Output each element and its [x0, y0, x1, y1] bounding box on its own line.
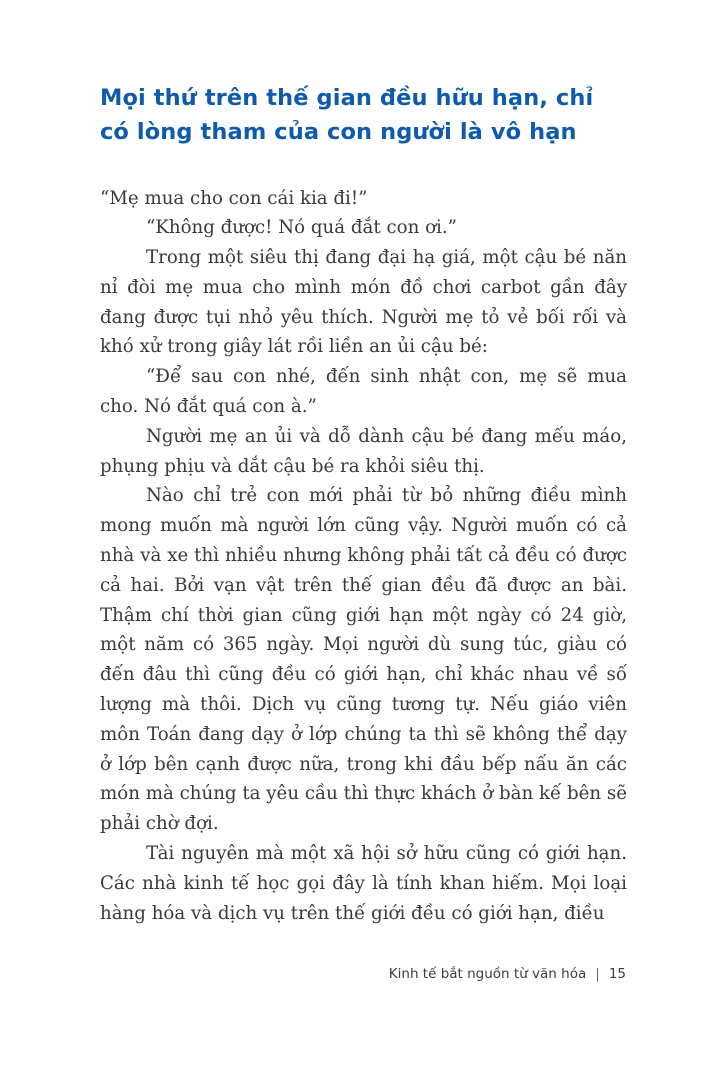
paragraph: “Để sau con nhé, đến sinh nhật con, mẹ sẽ mua cho. Nó đắt quá con à.” — [100, 366, 627, 418]
paragraph: Người mẹ an ủi và dỗ dành cậu bé đang mếu máo, phụng phịu và dắt cậu bé ra khỏi siêu thị. — [100, 425, 627, 477]
paragraph: Trong một siêu thị đang đại hạ giá, một cậu bé năn nỉ đòi mẹ mua cho mình món đồ chơi carbot gần đây đang được tụi nhỏ yêu thích. Người mẹ tỏ vẻ bối rối và khó xử trong giây lát rồi liền an ủi cậu bé: — [100, 247, 627, 358]
paragraph: Tài nguyên mà một xã hội sở hữu cũng có giới hạn. Các nhà kinh tế học gọi đây là tính khan hiếm. Mọi loại hàng hóa và dịch vụ trên thế giới đều có giới hạn, điều — [100, 843, 627, 924]
footer-separator: | — [595, 966, 600, 982]
body-text — [100, 184, 627, 929]
paragraph: “Không được! Nó quá đắt con ơi.” — [146, 217, 457, 239]
page-footer — [389, 966, 626, 982]
page-number: 15 — [608, 966, 626, 982]
paragraph: Nào chỉ trẻ con mới phải từ bỏ những điều mình mong muốn mà người lớn cũng vậy. Người muốn có cả nhà và xe thì nhiều nhưng không phải tất cả đều có được cả hai. Bởi vạn vật trên thế gian đều đã được an bài. Thậm chí thời gian cũng giới hạn một ngày có 24 giờ, một năm có 365 ngày. Mọi người dù sung túc, giàu có đến đâu thì cũng đều có giới hạn, chỉ khác nhau về số lượng mà thôi. Dịch vụ cũng tương tự. Nếu giáo viên môn Toán đang dạy ở lớp chúng ta thì sẽ không thể dạy ở lớp bên cạnh được nữa, trong khi đầu bếp nấu ăn các món mà chúng ta yêu cầu thì thực khách ở bàn kế bên sẽ phải chờ đợi. — [100, 485, 627, 835]
paragraph: “Mẹ mua cho con cái kia đi!” — [100, 187, 368, 209]
chapter-heading: Mọi thứ trên thế gian đều hữu hạn, chỉ có lòng tham của con người là vô hạn — [100, 85, 594, 145]
running-title: Kinh tế bắt nguồn từ văn hóa — [388, 966, 587, 982]
